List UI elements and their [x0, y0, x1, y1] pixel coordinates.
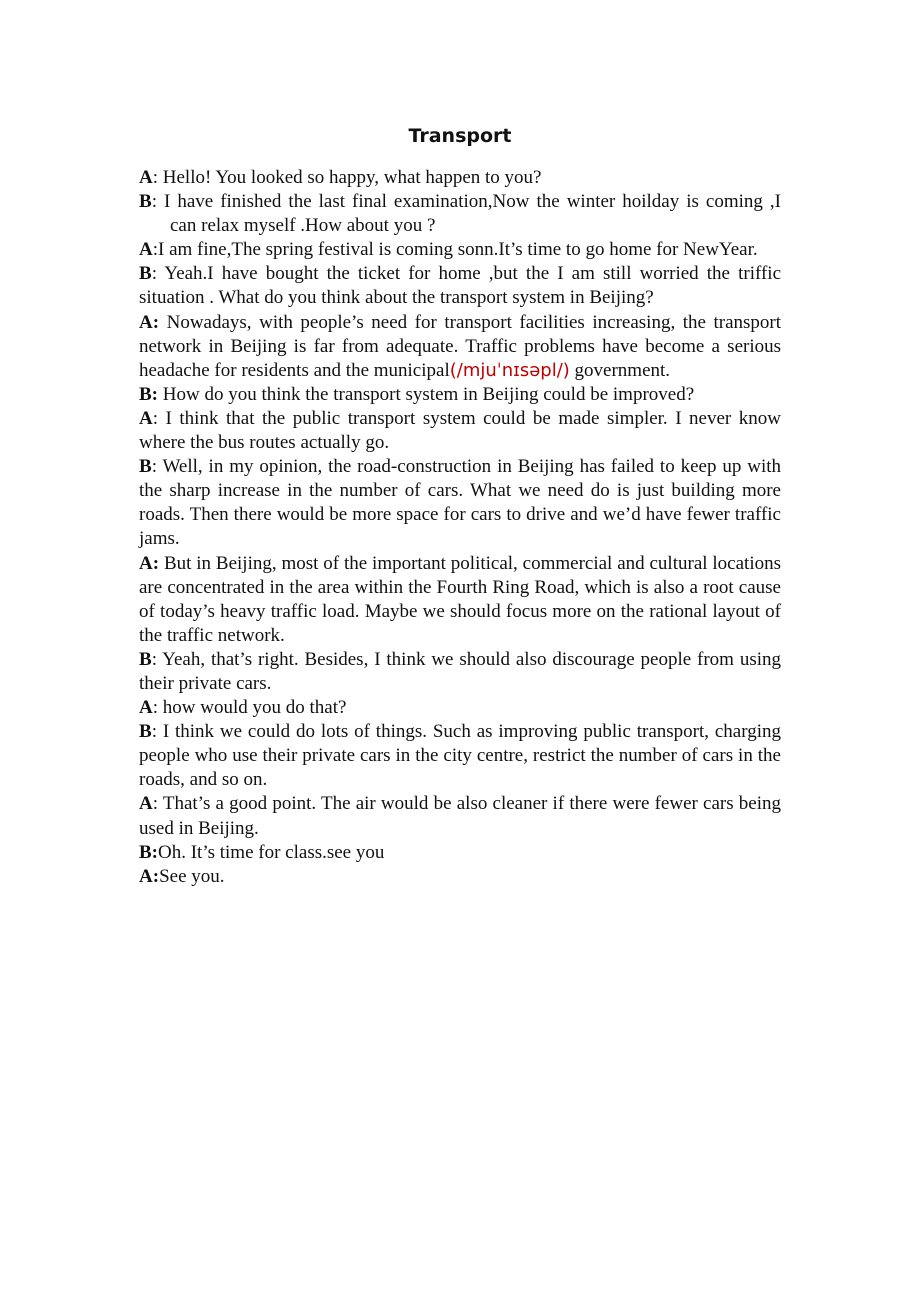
line-text: Yeah.I have bought the ticket for home ,but the I am still worried the triffic situation . What do you think about the transport system in Beijing? [139, 263, 782, 309]
line-text: But in Beijing, most of the important political, commercial and cultural locations are concentrated in the area within the Fourth Ring Road, which is also a root cause of today’s heavy traffic load. Maybe we should focus more on the rational layout of the traffic network. [139, 552, 781, 646]
line-text-continued: government. [569, 359, 671, 381]
phonetic-transcription: (/mjuˈnɪsəpl/) [449, 359, 570, 381]
dialogue-line [139, 190, 781, 238]
dialogue-body [139, 166, 781, 889]
line-text: how would you do that? [162, 697, 347, 719]
speaker-label: B: [139, 383, 158, 405]
speaker-label: B: [139, 841, 158, 863]
separator: : [152, 407, 166, 429]
line-text: Nowadays, with people’s need for transport facilities increasing, the transport network in Beijing is far from adequate. Traffic problems have become a serious headache for residents and the municipal [139, 311, 782, 381]
speaker-label: A [139, 239, 153, 261]
dialogue-line [139, 552, 781, 648]
dialogue-line [139, 262, 781, 310]
speaker-label: B [139, 456, 152, 478]
separator: : [151, 191, 164, 213]
dialogue-line [139, 166, 781, 190]
speaker-label: B [139, 263, 152, 285]
line-text: I think that the public transport system could be made simpler. I never know where the bus routes actually go. [139, 407, 782, 454]
line-text: Hello! You looked so happy, what happen to you? [162, 167, 542, 188]
dialogue-line [139, 865, 781, 889]
separator: : [151, 263, 165, 285]
separator: : [152, 697, 163, 719]
separator: : [151, 648, 163, 670]
speaker-label: B [139, 191, 152, 213]
dialogue-line [139, 648, 781, 696]
line-text: That’s a good point. The air would be also cleaner if there were fewer cars being used in Beijing. [139, 793, 781, 839]
dialogue-line [139, 696, 781, 720]
dialogue-line [139, 311, 781, 383]
speaker-label: A: [139, 311, 160, 333]
dialogue-line [139, 238, 781, 262]
separator: : [151, 456, 163, 478]
dialogue-line [139, 407, 781, 455]
line-text: Well, in my opinion, the road-construction in Beijing has failed to keep up with the sharp increase in the number of cars. What we need do is just building more roads. Then there would be more space for cars to drive and we’d have fewer traffic jams. [139, 456, 781, 550]
line-text: I am fine,The spring festival is coming sonn.It’s time to go home for NewYear. [158, 239, 758, 261]
separator [159, 312, 167, 333]
speaker-label: A: [139, 865, 160, 887]
dialogue-line [139, 455, 781, 551]
speaker-label: B [139, 648, 152, 670]
line-text: Yeah, that’s right. Besides, I think we should also discourage people from using their private cars. [139, 648, 781, 694]
line-text: How do you think the transport system in Beijing could be improved? [162, 383, 695, 405]
line-text: I have finished the last final examination,Now the winter hoilday is coming ,I can relax myself .How about you ? [163, 191, 781, 237]
speaker-label: A [139, 697, 153, 719]
separator: : [152, 167, 163, 188]
dialogue-line [139, 792, 781, 840]
line-text: I think we could do lots of things. Such as improving public transport, charging people who use their private cars in the city centre, restrict the number of cars in the roads, and so on. [139, 721, 782, 791]
speaker-label: A [139, 167, 153, 188]
dialogue-line [139, 383, 781, 407]
separator: : [152, 793, 163, 815]
speaker-label: A: [139, 552, 160, 574]
dialogue-line [139, 720, 781, 792]
line-text: See you. [159, 865, 225, 887]
speaker-label: B [139, 721, 152, 743]
document-title: Transport [408, 125, 512, 147]
speaker-label: A [139, 793, 153, 815]
separator: : [152, 239, 159, 261]
speaker-label: A [139, 407, 153, 429]
dialogue-line [139, 841, 781, 865]
line-text: Oh. It’s time for class.see you [158, 841, 385, 863]
separator: : [151, 721, 163, 743]
